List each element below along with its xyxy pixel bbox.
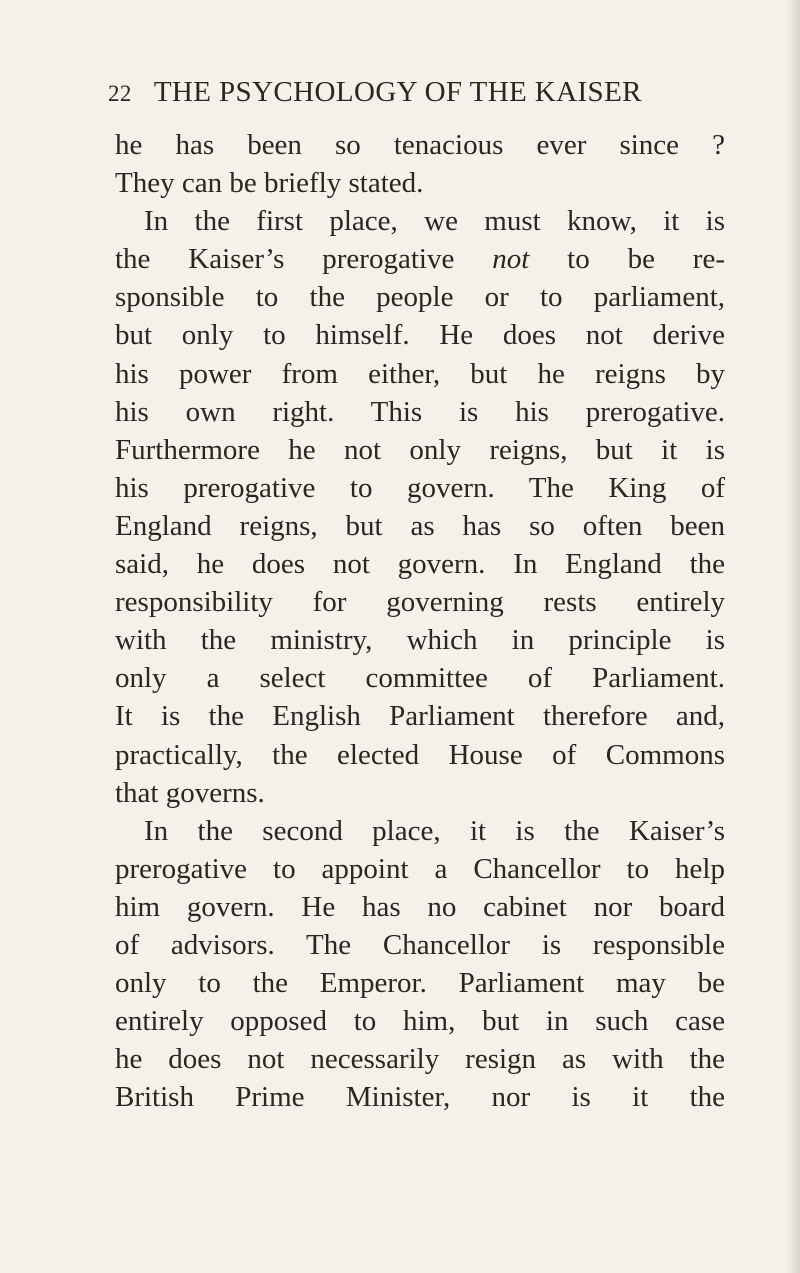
text-line: practically, the elected House of Commons [115, 738, 725, 771]
text-line: that governs. [115, 776, 265, 809]
running-title: THE PSYCHOLOGY OF THE KAISER [153, 76, 642, 108]
running-header [108, 76, 728, 116]
text-line: his power from either, but he reigns by [115, 357, 725, 390]
page-edge-shadow [786, 0, 800, 1273]
text-segment: the Kaiser’s prerogative [115, 243, 493, 276]
text-line: In the second place, it is the Kaiser’s [144, 814, 725, 847]
text-line: They can be briefly stated. [115, 167, 424, 200]
text-line: him govern. He has no cabinet nor board [115, 890, 725, 923]
text-line: prerogative to appoint a Chancellor to help [115, 852, 725, 885]
italic-emphasis: not [492, 243, 530, 276]
text-line: In the first place, we must know, it is [144, 205, 725, 238]
page-number: 22 [108, 81, 132, 106]
text-line: with the ministry, which in principle is [115, 624, 725, 657]
text-line: Furthermore he not only reigns, but it is [115, 433, 725, 466]
text-line: but only to himself. He does not derive [115, 319, 725, 352]
text-line: only a select committee of Parliament. [115, 662, 725, 695]
text-line: his own right. This is his prerogative. [115, 395, 725, 428]
text-line: of advisors. The Chancellor is responsible [115, 928, 725, 961]
text-line: only to the Emperor. Parliament may be [115, 967, 725, 1000]
text-line: British Prime Minister, nor is it the [115, 1081, 725, 1114]
body-text [115, 126, 725, 1116]
text-line: responsibility for governing rests entirely [115, 586, 725, 619]
text-line: England reigns, but as has so often been [115, 509, 725, 542]
text-line: It is the English Parliament therefore and, [115, 700, 725, 733]
text-line: entirely opposed to him, but in such case [115, 1005, 725, 1038]
text-line [115, 240, 725, 278]
text-line: he has been so tenacious ever since ? [115, 129, 725, 161]
text-line: said, he does not govern. In England the [115, 548, 725, 581]
text-line: sponsible to the people or to parliament, [115, 281, 725, 314]
text-line: he does not necessarily resign as with the [115, 1043, 725, 1076]
text-segment: to be re- [529, 243, 725, 276]
text-line: his prerogative to govern. The King of [115, 471, 725, 504]
